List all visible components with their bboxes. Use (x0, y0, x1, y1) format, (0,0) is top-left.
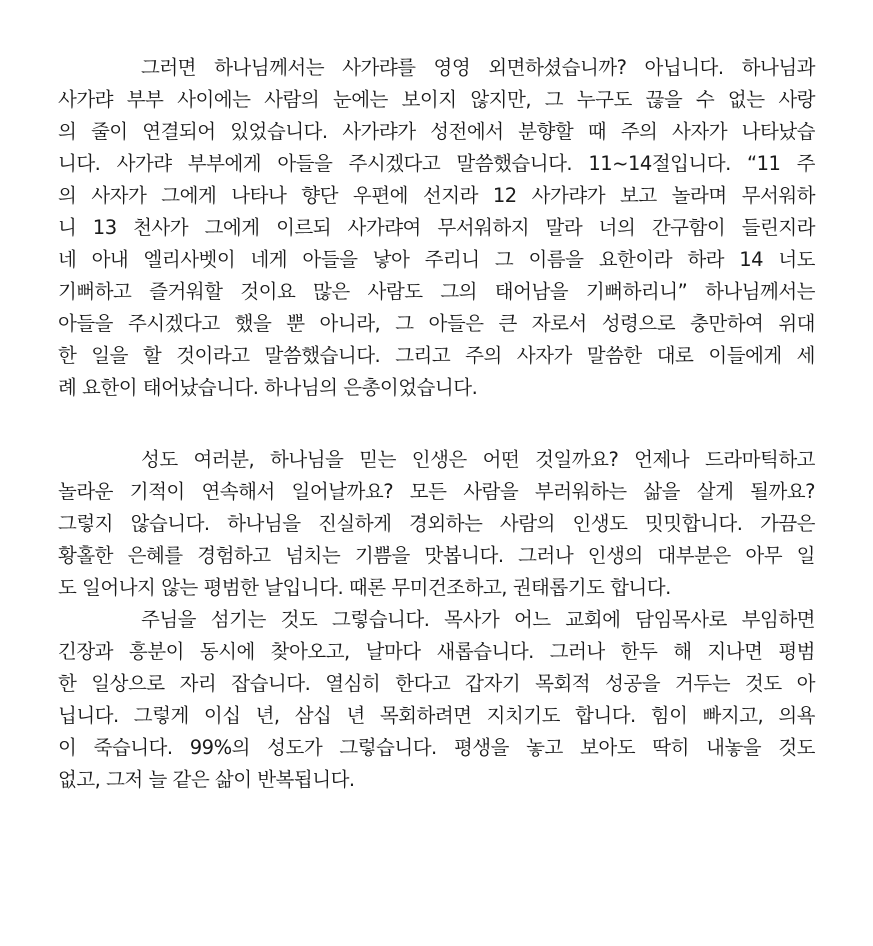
text-line: 닙니다. 그렇게 이십 년, 삼십 년 목회하려면 지치기도 합니다. 힘이 빠지고, 의욕 (58, 704, 815, 727)
text-line: 아들을 주시겠다고 했을 뿐 아니라, 그 아들은 큰 자로서 성령으로 충만하여 위대 (58, 312, 815, 335)
paragraph-1 (58, 52, 815, 404)
paragraph-spacer (58, 404, 815, 444)
text-line: 이 죽습니다. 99%의 성도가 그렇습니다. 평생을 놓고 보아도 딱히 내놓을 것도 (58, 736, 815, 759)
text-line: 주님을 섬기는 것도 그렇습니다. 목사가 어느 교회에 담임목사로 부임하면 (141, 608, 815, 631)
text-line: 네 아내 엘리사벳이 네게 아들을 낳아 주리니 그 이름을 요한이라 하라 14 너도 (58, 248, 815, 271)
text-line: 놀라운 기적이 연속해서 일어날까요? 모든 사람을 부러워하는 삶을 살게 될까요? (58, 480, 815, 503)
text-line: 도 일어나지 않는 평범한 날입니다. 때론 무미건조하고, 권태롭기도 합니다. (58, 576, 671, 599)
document-page (58, 52, 815, 796)
text-line: 사가랴 부부 사이에는 사람의 눈에는 보이지 않지만, 그 누구도 끊을 수 없는 사랑 (58, 88, 815, 111)
text-line: 기뻐하고 즐거워할 것이요 많은 사람도 그의 태어남을 기뻐하리니” 하나님께서는 (58, 280, 815, 303)
text-line: 니다. 사가랴 부부에게 아들을 주시겠다고 말씀했습니다. 11~14절입니다. “11 주 (58, 152, 815, 175)
text-line: 그러면 하나님께서는 사가랴를 영영 외면하셨습니까? 아닙니다. 하나님과 (141, 56, 815, 79)
text-line: 그렇지 않습니다. 하나님을 진실하게 경외하는 사람의 인생도 밋밋합니다. 가끔은 (58, 512, 815, 535)
paragraph-2 (58, 444, 815, 604)
text-line: 긴장과 흥분이 동시에 찾아오고, 날마다 새롭습니다. 그러나 한두 해 지나면 평범 (58, 640, 815, 663)
text-line: 없고, 그저 늘 같은 삶이 반복됩니다. (58, 768, 355, 791)
text-line: 례 요한이 태어났습니다. 하나님의 은총이었습니다. (58, 376, 478, 399)
text-line: 성도 여러분, 하나님을 믿는 인생은 어떤 것일까요? 언제나 드라마틱하고 (141, 448, 815, 471)
text-line: 황홀한 은혜를 경험하고 넘치는 기쁨을 맛봅니다. 그러나 인생의 대부분은 아무 일 (58, 544, 815, 567)
text-line: 의 사자가 그에게 나타나 향단 우편에 선지라 12 사가랴가 보고 놀라며 무서워하 (58, 184, 815, 207)
text-line: 한 일을 할 것이라고 말씀했습니다. 그리고 주의 사자가 말씀한 대로 이들에게 세 (58, 344, 815, 367)
text-line: 의 줄이 연결되어 있었습니다. 사가랴가 성전에서 분향할 때 주의 사자가 나타났습 (58, 120, 815, 143)
paragraph-3 (58, 604, 815, 796)
text-line: 한 일상으로 자리 잡습니다. 열심히 한다고 갑자기 목회적 성공을 거두는 것도 아 (58, 672, 815, 695)
text-line: 니 13 천사가 그에게 이르되 사가랴여 무서워하지 말라 너의 간구함이 들린지라 (58, 216, 815, 239)
